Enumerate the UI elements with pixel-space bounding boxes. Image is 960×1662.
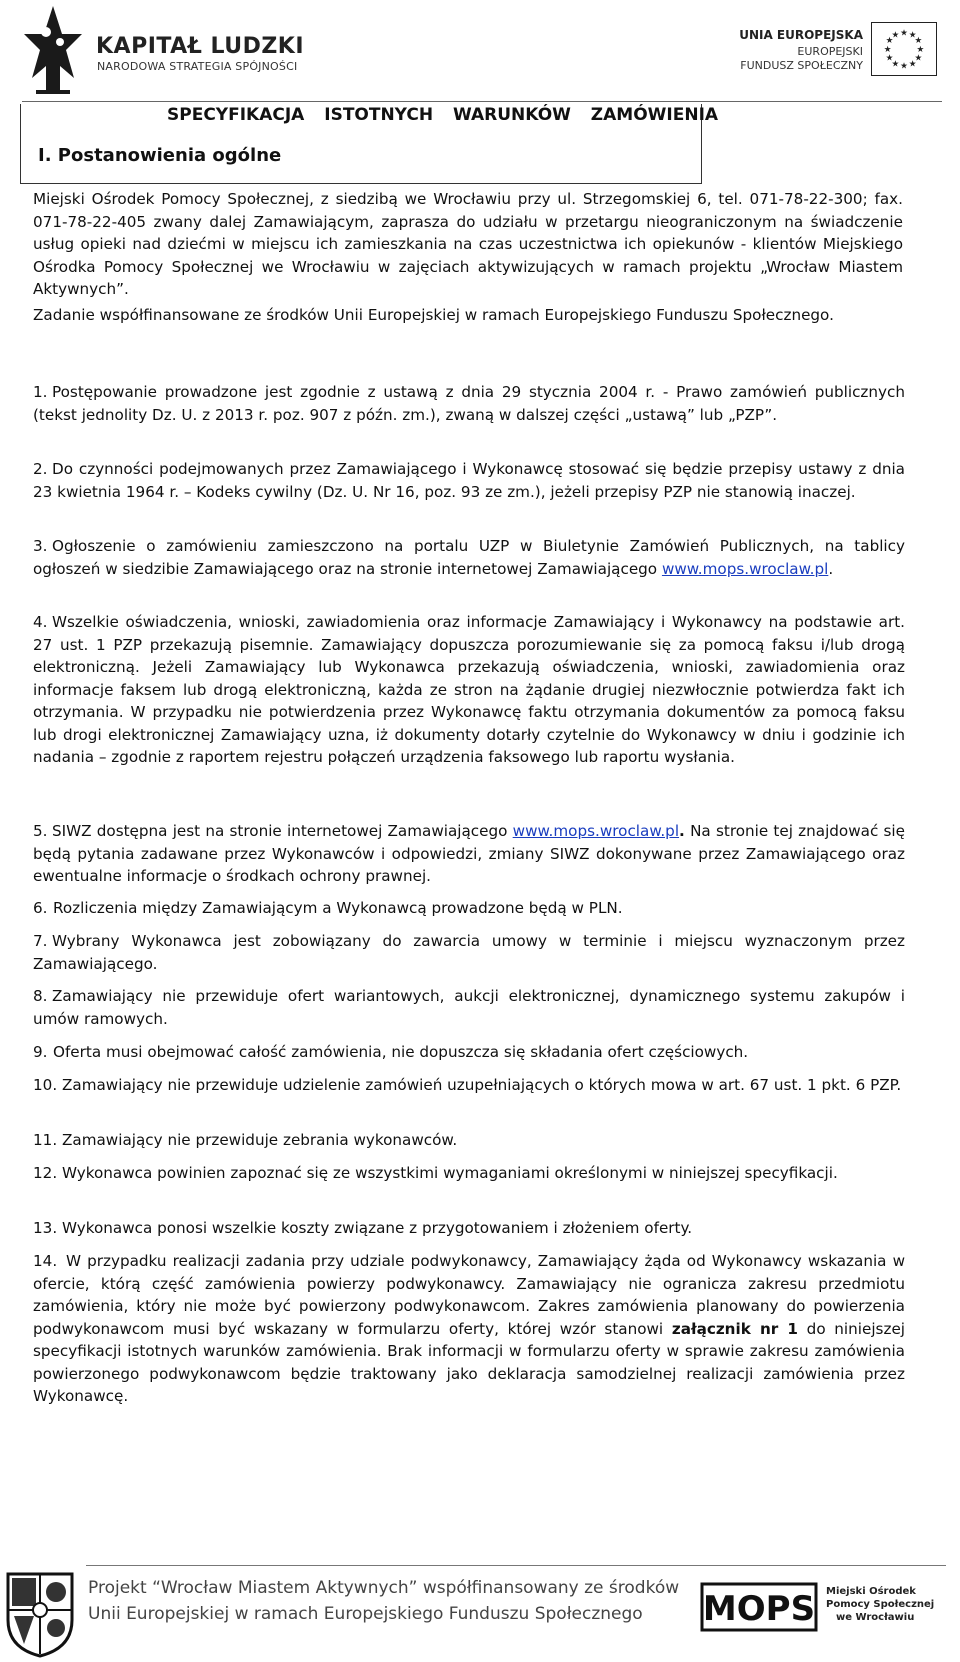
mops-name-line-3: we Wrocławiu [836,1612,915,1623]
header-rule [22,101,942,102]
svg-text:★: ★ [914,36,923,47]
item-body: W przypadku realizacji zadania przy udziale podwykonawcy, Zamawiający żąda od Wykonawcy wskazania w ofercie, którą część zamówienia powierzy podwykonawcy. Zamawiający nie ogranicza zakresu przedmiotu zamówienia, który nie może być powierzony podwykonawcom. Zakres zamówienia planowany do powierzenia podwykonawcom musi być wskazany w formularzu oferty, której wzór stanowi [33,1252,905,1338]
attachment-reference: załącznik nr 1 [671,1319,798,1338]
eu-flag-icon [871,22,937,76]
svg-text:★: ★ [891,30,900,41]
item-body: Zamawiający nie przewiduje zebrania wykonawców. [62,1131,458,1149]
footer-rule [86,1565,946,1566]
svg-text:★: ★ [885,36,894,47]
item-tail: do niniejszej specyfikacji istotnych warunków zamówienia. Brak informacji w formularzu oferty w sprawie zakresu zamówienia powierzonego podwykonawcom będzie traktowany jako deklaracja samodzielnej realizacji zamówienia przez Wykonawcę. [33,1319,906,1405]
mops-name-line-1: Miejski Ośrodek [826,1586,916,1597]
cofinancing-paragraph: Zadanie współfinansowane ze środków Unii Europejskiej w ramach Europejskiego Funduszu Społecznego. [33,306,834,324]
item-tail: Na stronie tej znajdować się będą pytania zadawane przez Wykonawców i odpowiedzi, zmiany SIWZ dokonywane przez Zamawiającego oraz ewentualne informacje o środkach ochrony prawnej. [33,822,905,885]
item-number: 9. [33,1043,48,1061]
kapital-ludzki-star-icon [22,4,84,96]
item-text [33,381,905,426]
svg-text:★: ★ [891,59,900,70]
item-tail: . [828,559,834,578]
item-body: Postępowanie prowadzone jest zgodnie z ustawą z dnia 29 stycznia 2004 r. - Prawo zamówień publicznych (tekst jednolity Dz. U. z 2013 r. poz. 907 z późn. zm.), zwaną w dalszej części „ustawą” lub „PZP”. [33,383,905,424]
item-number: 4. [33,613,48,631]
item-body: Rozliczenia między Zamawiającym a Wykonawcą prowadzone będą w PLN. [53,899,623,917]
item-number: 11. [33,1131,58,1149]
item-body: Wszelkie oświadczenia, wnioski, zawiadomienia oraz informacje Zamawiający i Wykonawcy na podstawie art. 27 ust. 1 PZP przekazują pisemnie. Zamawiający dopuszcza porozumiewanie się za pomocą faksu i/lub drogą elektroniczną. Jeżeli Zamawiający lub Wykonawca przekazują oświadczenia, wnioski, zawiadomienia oraz informacje faksem lub drogą elektroniczną, każda ze stron na żądanie drugiej niezwłocznie potwierdza fakt ich otrzymania. W przypadku nie potwierdzenia przez Wykonawcę faktu otrzymania dokumentów za pomocą faksu lub drogi elektronicznej Zamawiający uzna, iż dokumenty dotarły czytelnie do Wykonawcy w dniu i godzinie ich nadania – zgodnie z raportem rejestru połączeń urządzenia faksowego lub raportu wysłania. [33,613,905,766]
item-number: 12. [33,1164,58,1182]
item-body: Zamawiający nie przewiduje udzielenie zamówień uzupełniających o których mowa w art. 67 ust. 1 pkt. 6 PZP. [62,1076,902,1094]
item-body: Ogłoszenie o zamówieniu zamieszczono na portalu UZP w Biuletynie Zamówień Publicznych, na tablicy ogłoszeń w siedzibie Zamawiającego oraz na stronie internetowej Zamawiającego [33,537,905,578]
mops-website-link[interactable]: www.mops.wroclaw.pl [512,822,680,840]
item-body: Oferta musi obejmować całość zamówienia, nie dopuszcza się składania ofert częściowych. [53,1043,749,1061]
section-title: I. Postanowienia ogólne [38,145,282,166]
svg-text:★: ★ [883,44,892,55]
item-number: 8. [33,987,48,1005]
mops-logo-icon [700,1578,818,1636]
item-body: Do czynności podejmowanych przez Zamawiającego i Wykonawcę stosować się będzie przepisy ustawy z dnia 23 kwietnia 1964 r. – Kodeks cywilny (Dz. U. Nr 16, poz. 93 ze zm.), jeżeli przepisy PZP nie stanowią inaczej. [33,460,905,501]
item-body: Wykonawca powinien zapoznać się ze wszystkimi wymaganiami określonymi w niniejszej specyfikacji. [62,1164,838,1182]
item-number: 2. [33,460,48,478]
document-title: SPECYFIKACJA ISTOTNYCH WARUNKÓW ZAMÓWIENIA [167,105,719,125]
svg-text:★: ★ [900,28,908,39]
item-text [33,1250,905,1408]
eu-logo [730,14,945,84]
eu-line-3: FUNDUSZ SPOŁECZNY [740,59,863,72]
item-text [33,458,905,503]
wroclaw-crest-icon [4,1570,76,1658]
item-number: 3. [33,537,48,555]
svg-text:★: ★ [916,44,925,55]
eu-line-1: UNIA EUROPEJSKA [739,28,863,42]
svg-text:★: ★ [914,53,923,64]
item-body: Wykonawca ponosi wszelkie koszty związane z przygotowaniem i złożeniem oferty. [62,1219,693,1237]
item-number: 6. [33,899,48,917]
item-body: Wybrany Wykonawca jest zobowiązany do zawarcia umowy w terminie i miejscu wyznaczonym przez Zamawiającego. [33,932,905,973]
svg-text:★: ★ [885,53,894,64]
svg-text:★: ★ [900,61,908,72]
item-body: SIWZ dostępna jest na stronie internetowej Zamawiającego [52,822,513,840]
item-text [33,535,905,580]
item-text: SIWZ dostępna jest na stronie internetowej Zamawiającego www.mops.wroclaw.pl. Na stronie tej znajdować się będą pytania zadawane przez Wykonawców i odpowiedzi, zmiany SIWZ dokonywane przez Zamawiającego oraz ewentualne informacje o środkach ochrony prawnej. [33,822,905,885]
item-body: Zamawiający nie przewiduje ofert wariantowych, aukcji elektronicznej, dynamicznego systemu zakupów i umów ramowych. [33,987,905,1028]
kapital-ludzki-logo [22,4,322,100]
svg-text:★: ★ [908,30,917,41]
item-number: 10. [33,1076,58,1094]
eu-line-2: EUROPEJSKI [797,45,863,58]
svg-text:★: ★ [908,59,917,70]
mops-website-link[interactable]: www.mops.wroclaw.pl [661,559,829,578]
mops-name-line-2: Pomocy Społecznej [826,1599,935,1610]
mops-logo-text: MOPS [702,1589,816,1629]
item-number: 7. [33,932,48,950]
item-number: 1. [33,383,48,401]
intro-paragraph: Miejski Ośrodek Pomocy Społecznej, z siedzibą we Wrocławiu przy ul. Strzegomskiej 6, tel. 071-78-22-300; fax. 071-78-22-405 zwany dalej Zamawiającym, zaprasza do udziału w przetargu nieograniczonym na świadczenie usług opieki nad dziećmi w miejscu ich zamieszkania na czas uczestnictwa ich opiekunów - klientów Miejskiego Ośrodka Pomocy Społecznej we Wrocławiu w zajęciach aktywizujących w ramach projektu „Wrocław Miastem Aktywnych”. [33,190,903,298]
item-text [33,611,905,769]
footer-project-line-1: Projekt “Wrocław Miastem Aktywnych” współfinansowany ze środków [88,1578,680,1598]
item-text [33,930,905,975]
footer-project-line-2: Unii Europejskiej w ramach Europejskiego Funduszu Społecznego [88,1604,643,1624]
item-number: 14. [33,1252,58,1270]
item-number: 5. [33,822,48,840]
kapital-ludzki-title: KAPITAŁ LUDZKI [96,34,305,59]
item-number: 13. [33,1219,58,1237]
kapital-ludzki-subtitle: NARODOWA STRATEGIA SPÓJNOŚCI [97,60,298,73]
